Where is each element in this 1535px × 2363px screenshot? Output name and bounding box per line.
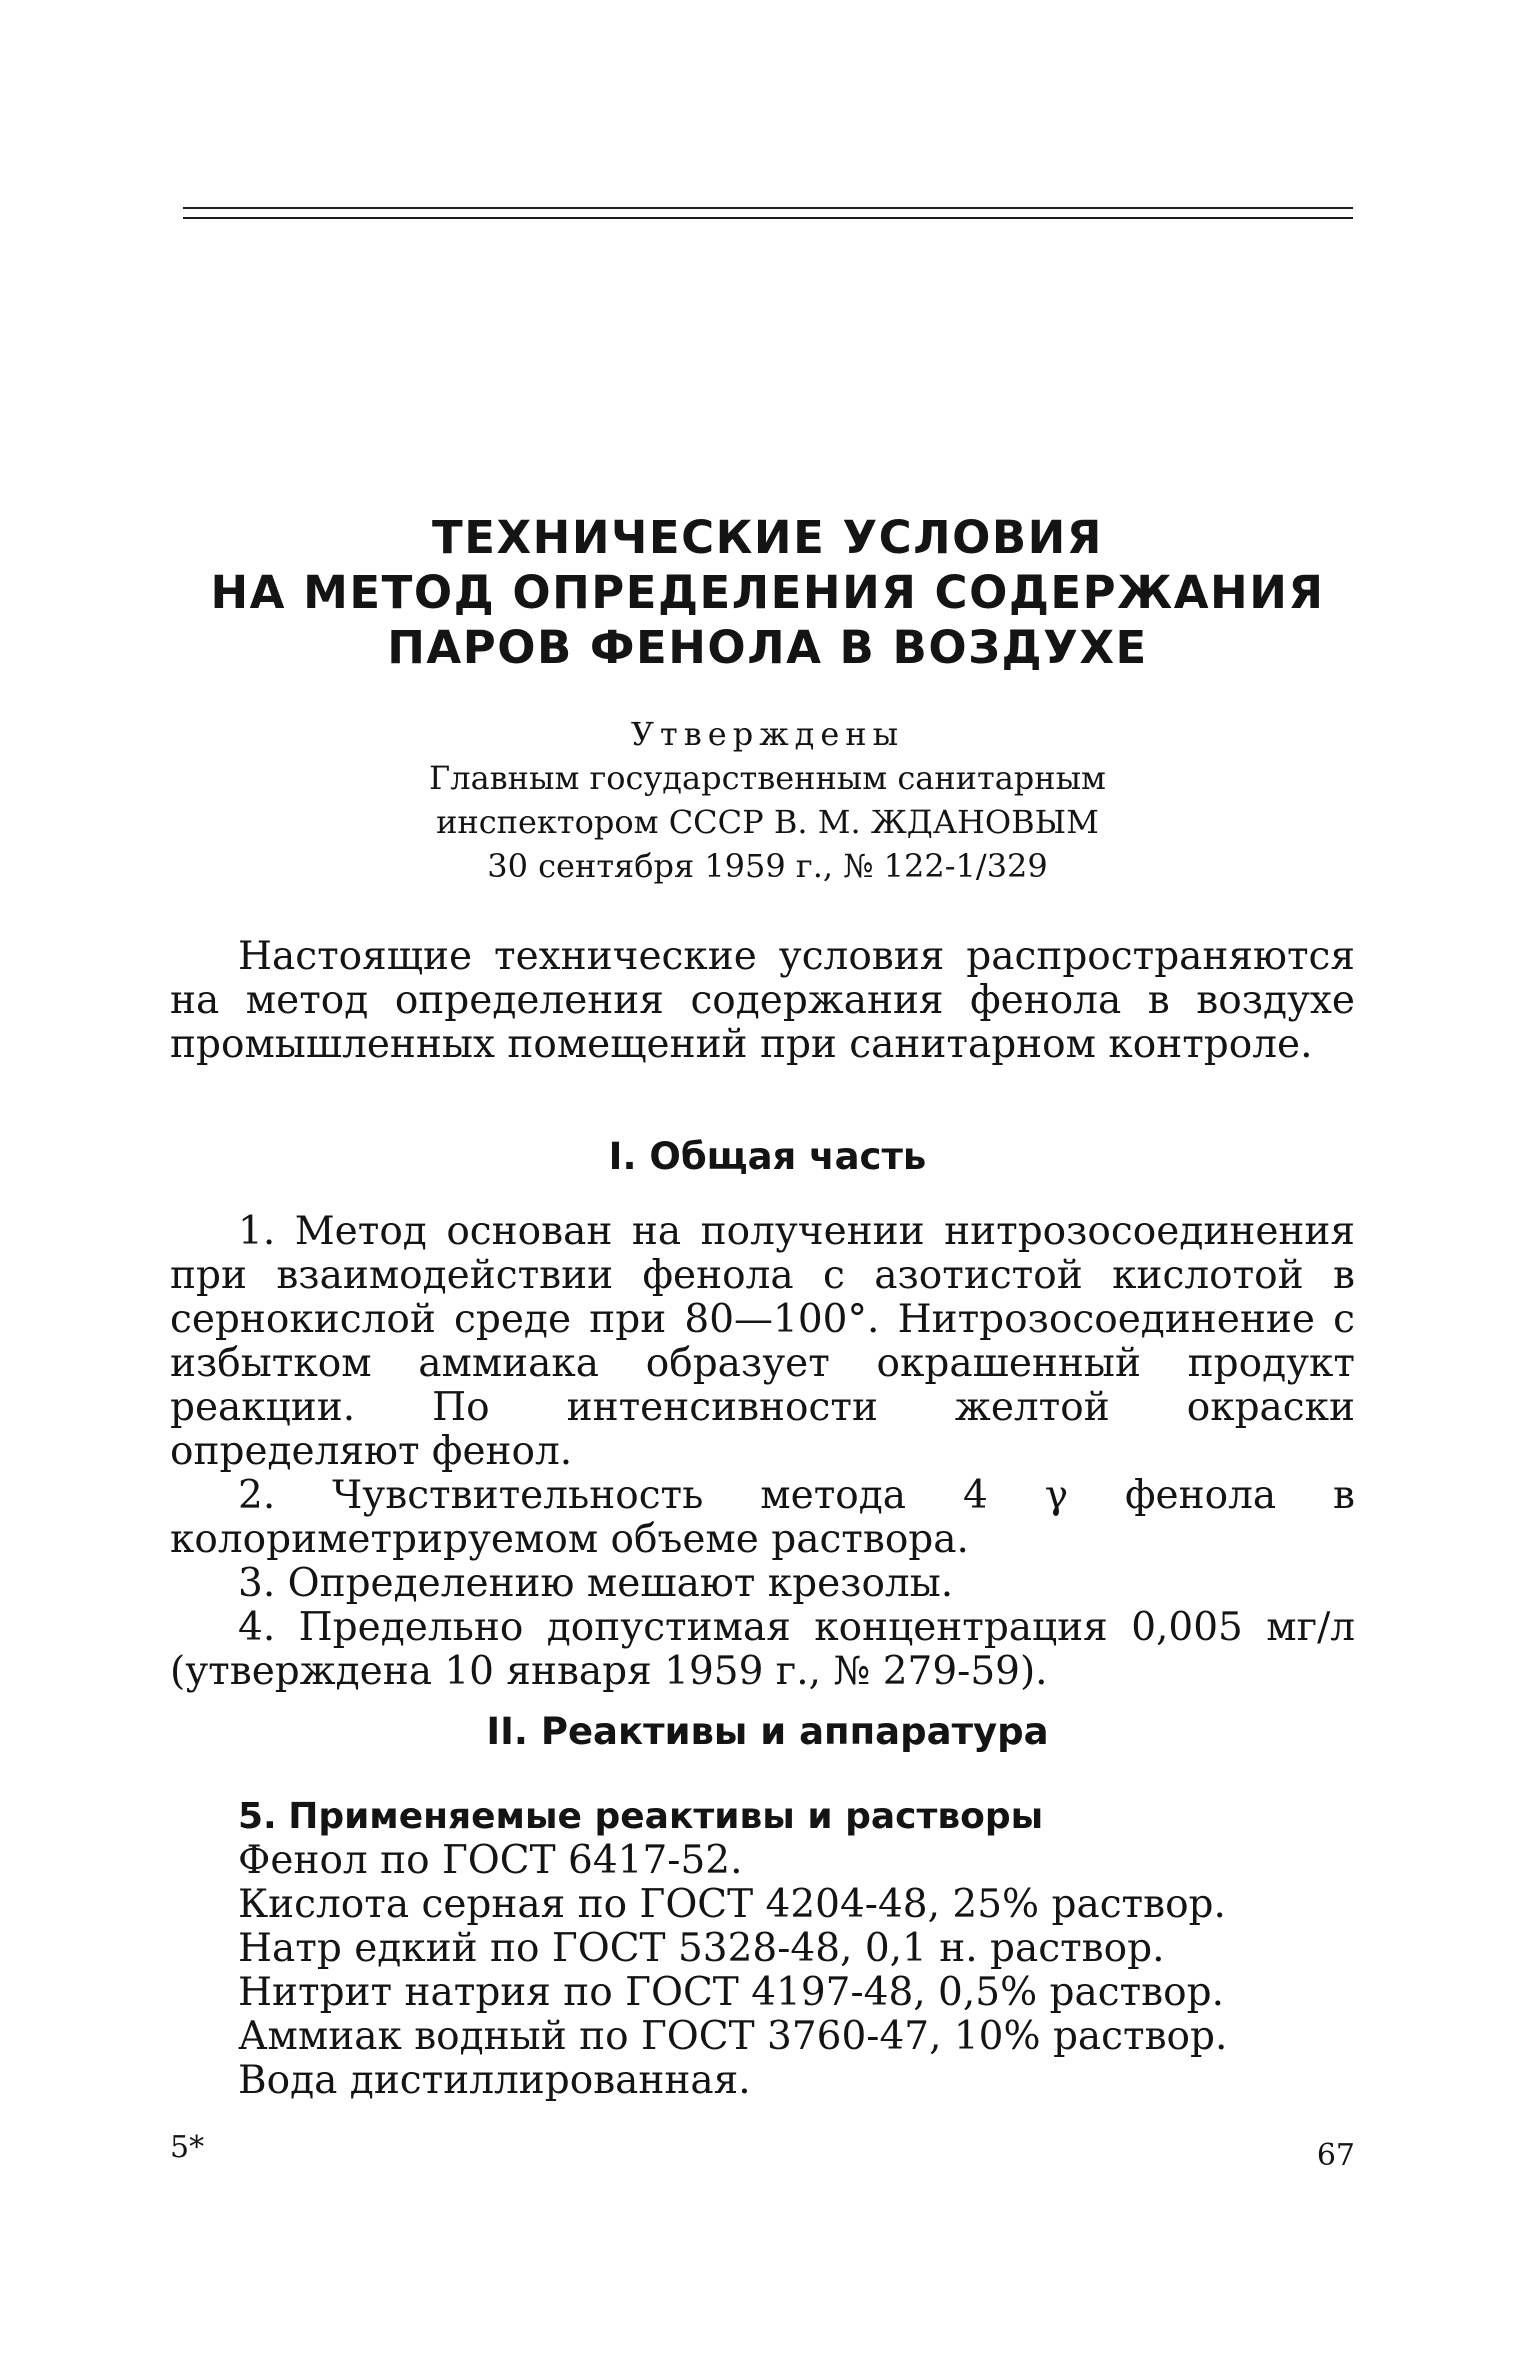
approval-line-3: инспектором СССР В. М. ЖДАНОВЫМ xyxy=(436,803,1099,841)
title-line-2: НА МЕТОД ОПРЕДЕЛЕНИЯ СОДЕРЖАНИЯ xyxy=(210,566,1325,619)
title-line-3: ПАРОВ ФЕНОЛА В ВОЗДУХЕ xyxy=(387,621,1148,674)
reagents-item-title xyxy=(238,1795,1348,1839)
general-paragraph-4: 4. Предельно допустимая концентрация 0,005 мг/л (утверждена 10 января 1959 г., № 279-59). xyxy=(170,1605,1355,1694)
section-heading-general: I. Общая часть xyxy=(608,1135,927,1178)
approval-block xyxy=(0,712,1535,888)
reagent-line: Вода дистиллированная. xyxy=(238,2058,751,2103)
signature-mark: 5* xyxy=(170,2130,205,2165)
reagents-item-number: 5. xyxy=(238,1796,277,1837)
document-title xyxy=(0,510,1535,675)
section-heading-reagents: II. Реактивы и аппаратура xyxy=(486,1710,1049,1753)
general-paragraph-1: 1. Метод основан на получении нитрозосоединения при взаимодействии фенола с азотистой кислотой в сернокислой среде при 80—100°. Нитрозосоединение с избытком аммиака образует окрашенный продукт реакции. По интенсивности желтой окраски определяют фенол. xyxy=(170,1209,1355,1474)
approval-line-4: 30 сентября 1959 г., № 122-1/329 xyxy=(487,847,1048,885)
reagents-item-label: Применяемые реактивы и растворы xyxy=(288,1796,1044,1837)
general-section xyxy=(170,1210,1355,1694)
page-number: 67 xyxy=(1316,2138,1355,2173)
approval-line-2: Главным государственным санитарным xyxy=(429,759,1106,797)
title-line-1: ТЕХНИЧЕСКИЕ УСЛОВИЯ xyxy=(432,511,1103,564)
reagent-line: Натр едкий по ГОСТ 5328-48, 0,1 н. раствор. xyxy=(238,1926,1165,1971)
reagent-line: Аммиак водный по ГОСТ 3760-47, 10% раствор. xyxy=(238,2014,1228,2059)
top-rule xyxy=(183,207,1353,209)
reagents-section xyxy=(238,1795,1348,2103)
general-paragraph-3: 3. Определению мешают крезолы. xyxy=(238,1561,954,1606)
reagent-line: Кислота серная по ГОСТ 4204-48, 25% раствор. xyxy=(238,1882,1226,1927)
general-paragraph-2: 2. Чувствительность метода 4 γ фенола в колориметрируемом объеме раствора. xyxy=(170,1473,1355,1562)
intro-paragraph: Настоящие технические условия распространяются на метод определения содержания фенола в воздухе промышленных помещений при санитарном контроле. xyxy=(170,934,1355,1067)
intro-section xyxy=(170,935,1355,1067)
reagent-line: Фенол по ГОСТ 6417-52. xyxy=(238,1838,743,1883)
reagent-line: Нитрит натрия по ГОСТ 4197-48, 0,5% раствор. xyxy=(238,1970,1224,2015)
top-rule-lower xyxy=(183,217,1353,219)
approval-line-1: Утверждены xyxy=(630,715,905,753)
